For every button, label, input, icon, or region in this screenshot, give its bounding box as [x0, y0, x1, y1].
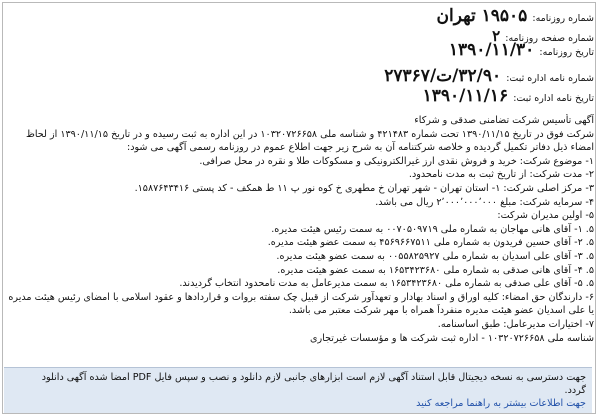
newspaper-number-label: شماره روزنامه: — [532, 13, 594, 24]
notice-body — [6, 114, 594, 345]
notice-footer-line: شناسه ملی ۱۰۳۲۰۷۲۶۶۵۸ - اداره ثبت شرکت ها و مؤسسات غیرتجاری — [310, 332, 594, 344]
newspaper-date-row — [449, 40, 594, 60]
notice-line: ۵. ۴- آقای هانی صدقی به شماره ملی ۱۶۵۳۴۲۳۶۸۰ به سمت عضو هیئت مدیره. — [277, 264, 594, 276]
notice-line: ۴- سرمایه شرکت: مبلغ ۲٬۰۰۰٬۰۰۰٬۰۰۰ ریال می باشد. — [375, 196, 594, 208]
registry-letter-number-label: شماره نامه اداره ثبت: — [506, 73, 594, 84]
registry-letter-number-value: ۳۲/۹۰/ت/۲۷۳۶۷ — [384, 66, 502, 86]
notice-line: ۵. ۳- آقای علی اسدیان به شماره ملی ۰۰۵۵۸۲۵۹۲۷ به سمت عضو هیئت مدیره. — [276, 250, 594, 262]
notice-line: امضاء ذیل دفاتر تکمیل گردیده و خلاصه شرکتنامه آن به شرح زیر جهت اطلاع عموم در روزنامه رسمی آگهی می شود: — [126, 142, 594, 154]
notice-line: یا علی اسدیان عضو هیئت مدیره منفرداً همراه با مهر شرکت معتبر می باشد. — [288, 305, 594, 317]
registry-letter-date-value: ۱۳۹۰/۱۱/۱۶ — [422, 86, 509, 106]
digital-copy-text: جهت دسترسی به نسخه دیجیتال قابل استناد آگهی لازم است ابزارهای جانبی لازم دانلود و نصب و سپس فایل PDF امضا شده آگهی دانلود — [41, 372, 586, 383]
digital-copy-notice — [4, 367, 592, 413]
notice-line: ۷- اختیارات مدیرعامل: طبق اساسنامه. — [437, 318, 594, 330]
newspaper-number-value: ۱۹۵۰۵ تهران — [436, 6, 528, 26]
notice-line: ۳- مرکز اصلی شرکت: ۱- استان تهران - شهر تهران خ مطهری خ کوه نور پ ۱۱ ط همکف - کد پستی ۱۵۸۷۶۴۳۴۱۶. — [134, 182, 594, 194]
notice-line: ۲- مدت شرکت: از تاریخ ثبت به مدت نامحدود. — [408, 169, 594, 181]
newspaper-date-label: تاریخ روزنامه: — [539, 47, 594, 58]
notice-line: ۵. ۱- آقای هانی مهاجان به شماره ملی ۰۰۷۰۵۰۹۷۱۹ به سمت رئیس هیئت مدیره. — [271, 223, 594, 235]
registry-letter-number-row — [384, 66, 594, 86]
notice-title: آگهی تأسیس شرکت تضامنی صدقی و شرکاء — [414, 115, 594, 126]
notice-line: شرکت فوق در تاریخ ۱۳۹۰/۱۱/۱۵ تحت شماره ۴۲۱۴۸۳ و شناسه ملی ۱۰۳۲۰۷۲۶۶۵۸ در این اداره به ثبت رسیده و در تاریخ ۱۳۹۰/۱۱/۱۵ از لحاظ — [26, 128, 594, 140]
notice-line: ۱- موضوع شرکت: خرید و فروش نقدی ارز غیرالکترونیکی و مسکوکات طلا و نقره در محل صرافی. — [199, 155, 594, 167]
notice-line: ۵. ۲- آقای حسین فریدون به شماره ملی ۴۵۶۹۶۶۷۵۱۱ به سمت عضو هیئت مدیره. — [267, 237, 594, 249]
newspaper-page-label: شماره صفحه روزنامه: — [505, 33, 594, 44]
newspaper-page-value: ۲ — [492, 27, 501, 45]
notice-line: ۵. ۵- آقای علی صدقی به شماره ملی ۱۶۵۳۴۲۳۶۸۰ به سمت مدیرعامل به مدت نامحدود انتخاب گردیدند. — [179, 278, 594, 290]
digital-copy-text-continued: گردد. — [564, 385, 586, 396]
notice-line: ۶- دارندگان حق امضاء: کلیه اوراق و اسناد بهادار و تعهدآور شرکت از قبیل چک سفته بروات و قراردادها و عقود اسلامی با امضای رئیس هیئت مدیره — [8, 291, 594, 303]
registry-letter-date-label: تاریخ نامه اداره ثبت: — [513, 93, 594, 104]
registry-letter-date-row — [423, 86, 594, 106]
notice-line: ۵- اولین مدیران شرکت: — [497, 210, 594, 222]
newspaper-number-row — [437, 6, 594, 26]
help-link[interactable]: جهت اطلاعات بیشتر به راهنما مراجعه کنید — [416, 398, 586, 409]
newspaper-date-value: ۱۳۹۰/۱۱/۳۰ — [448, 40, 535, 60]
